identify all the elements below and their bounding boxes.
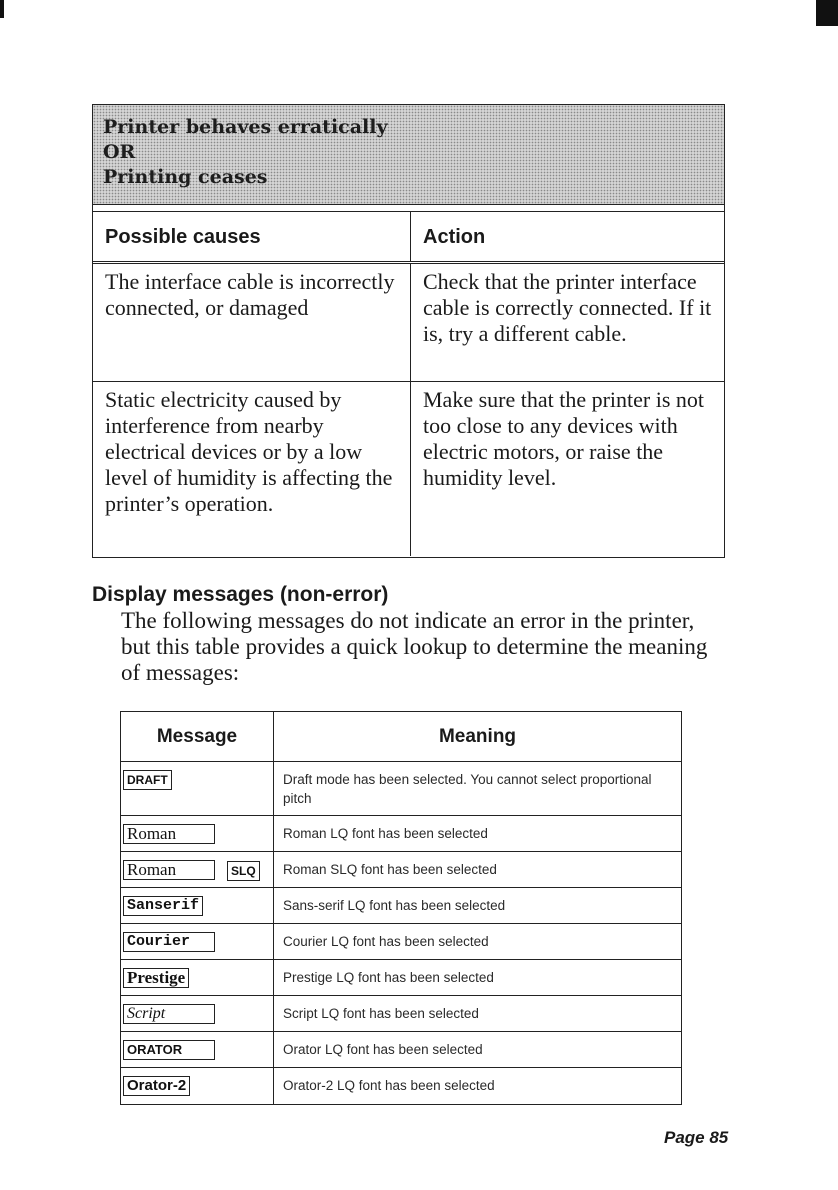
scan-edge-mark-left <box>0 0 4 18</box>
meaning-cell: Script LQ font has been selected <box>273 996 681 1031</box>
meaning-cell: Orator-2 LQ font has been selected <box>273 1068 681 1104</box>
divider <box>93 205 724 212</box>
message-cell <box>121 852 273 887</box>
table-row <box>121 996 681 1032</box>
lcd-message-draft: DRAFT <box>123 770 172 790</box>
problem-heading-line: Printer behaves erratically <box>103 116 388 138</box>
table-row <box>121 852 681 888</box>
message-cell <box>121 762 273 815</box>
message-cell <box>121 888 273 923</box>
lcd-message-orator: ORATOR <box>123 1040 215 1060</box>
intro-paragraph: The following messages do not indicate an error in the printer, but this table provides a quick lookup to determine the meaning of messages: <box>121 608 708 685</box>
column-header-message: Message <box>156 726 238 747</box>
message-cell <box>121 960 273 995</box>
message-cell <box>121 1068 273 1104</box>
lcd-message-roman: Roman <box>123 860 215 880</box>
column-header-action: Action <box>410 212 724 261</box>
section-title: Display messages (non-error) <box>92 583 389 606</box>
table-row <box>121 1068 681 1104</box>
message-cell <box>121 816 273 851</box>
meaning-cell: Draft mode has been selected. You cannot select proportional pitch <box>273 762 681 815</box>
problem-heading-line: OR <box>103 141 136 163</box>
action-cell: Check that the printer interface cable is correctly connected. If it is, try a different cable. <box>410 264 724 381</box>
lcd-message-roman: Roman <box>123 824 215 844</box>
display-messages-table <box>120 711 682 1105</box>
action-cell: Make sure that the printer is not too close to any devices with electric motors, or raise the humidity level. <box>410 382 724 556</box>
table-row <box>121 762 681 816</box>
problem-heading-line: Printing ceases <box>103 166 268 188</box>
message-cell <box>121 1032 273 1067</box>
message-cell <box>121 996 273 1031</box>
meaning-cell: Roman SLQ font has been selected <box>273 852 681 887</box>
message-cell <box>121 924 273 959</box>
meaning-cell: Orator LQ font has been selected <box>273 1032 681 1067</box>
page-number: Page 85 <box>664 1128 729 1147</box>
lcd-message-orator-2: Orator-2 <box>123 1076 190 1096</box>
table-row <box>121 816 681 852</box>
column-header-causes: Possible causes <box>105 226 261 248</box>
cause-cell: Static electricity caused by interference from nearby electrical devices or by a low level of humidity is affecting the printer’s operation. <box>105 387 393 516</box>
lcd-message-courier: Courier <box>123 932 215 952</box>
table-row <box>121 960 681 996</box>
troubleshooting-table <box>92 104 725 558</box>
table-row <box>121 1032 681 1068</box>
lcd-message-sanserif: Sanserif <box>123 896 203 916</box>
meaning-cell: Courier LQ font has been selected <box>273 924 681 959</box>
lcd-message-script: Script <box>123 1004 215 1024</box>
cause-cell: The interface cable is incorrectly connected, or damaged <box>105 269 395 320</box>
table-row <box>121 924 681 960</box>
lcd-message-prestige: Prestige <box>123 968 189 988</box>
lcd-tag-slq: SLQ <box>227 861 260 881</box>
table-row <box>121 888 681 924</box>
meaning-cell: Prestige LQ font has been selected <box>273 960 681 995</box>
meaning-cell: Roman LQ font has been selected <box>273 816 681 851</box>
troubleshooting-column-headers <box>93 212 724 264</box>
problem-heading <box>93 105 724 205</box>
column-header-meaning: Meaning <box>273 712 681 761</box>
table-row <box>93 382 724 556</box>
table-row <box>93 264 724 382</box>
scan-edge-mark-right <box>816 0 838 26</box>
messages-column-headers <box>121 712 681 762</box>
meaning-cell: Sans-serif LQ font has been selected <box>273 888 681 923</box>
